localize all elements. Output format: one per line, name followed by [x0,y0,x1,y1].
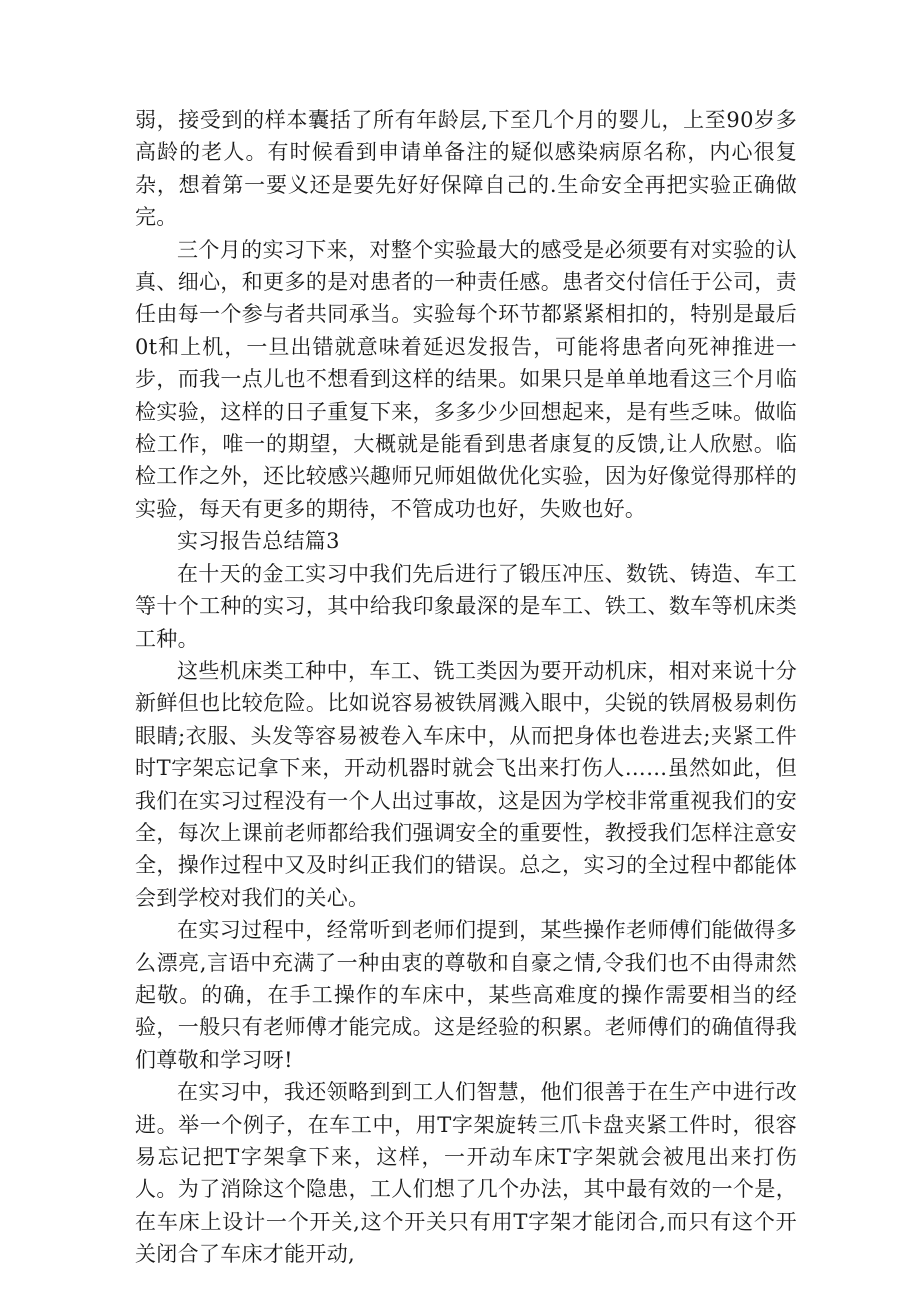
paragraph-internship-reflection: 三个月的实习下来，对整个实验最大的感受是必须要有对实验的认真、细心，和更多的是对患者的一种责任感。患者交付信任于公司，责任由每一个参与者共同承当。实验每个环节都紧紧相扣的，特别是最后0t和上机，一旦出错就意味着延迟发报告，可能将患者向死神推进一步，而我一点儿也不想看到这样的结果。如果只是单单地看这三个月临检实验，这样的日子重复下来，多多少少回想起来，是有些乏味。做临检工作，唯一的期望，大概就是能看到患者康复的反馈,让人欣慰。临检工作之外，还比较感兴趣师兄师姐做优化实验，因为好像觉得那样的实验，每天有更多的期待，不管成功也好，失败也好。 [135,237,797,521]
document-body [135,104,797,1271]
paragraph-metalwork-intro: 在十天的金工实习中我们先后进行了锻压冲压、数铣、铸造、车工等十个工种的实习，其中给我印象最深的是车工、铁工、数车等机床类工种。 [135,561,797,651]
paragraph-continuation: 弱，接受到的样本囊括了所有年龄层,下至几个月的婴儿，上至90岁多高龄的老人。有时候看到申请单备注的疑似感染病原名称，内心很复杂，想着第一要义还是要先好好保障自己的.生命安全再把实验正确做完。 [135,108,797,230]
paragraph-worker-wisdom: 在实习中，我还领略到到工人们智慧，他们很善于在生产中进行改进。举一个例子，在车工中，用T字架旋转三爪卡盘夹紧工件时，很容易忘记把T字架拿下来，这样，一开动车床T字架就会被甩出来打伤人。为了消除这个隐患，工人们想了几个办法，其中最有效的一个是，在车床上设计一个开关,这个开关只有用T字架才能闭合,而只有这个开关闭合了车床才能开动, [135,1080,797,1267]
section-heading: 实习报告总结篇3 [177,529,340,554]
paragraph-machine-safety: 这些机床类工种中，车工、铣工类因为要开动机床，相对来说十分新鲜但也比较危险。比如说容易被铁屑溅入眼中，尖锐的铁屑极易刺伤眼睛;衣服、头发等容易被卷入车床中，从而把身体也卷进去;夹紧工件时T字架忘记拿下来，开动机器时就会飞出来打伤人……虽然如此，但我们在实习过程没有一个人出过事故，这是因为学校非常重视我们的安全，每次上课前老师都给我们强调安全的重要性，教授我们怎样注意安全，操作过程中又及时纠正我们的错误。总之，实习的全过程中都能体会到学校对我们的关心。 [135,658,797,910]
paragraph-master-respect: 在实习过程中，经常听到老师们提到，某些操作老师傅们能做得多么漂亮,言语中充满了一种由衷的尊敬和自豪之情,令我们也不由得肃然起敬。的确，在手工操作的车床中，某些高难度的操作需要相当的经验，一般只有老师傅才能完成。这是经验的积累。老师傅们的确值得我们尊敬和学习呀! [135,918,797,1072]
